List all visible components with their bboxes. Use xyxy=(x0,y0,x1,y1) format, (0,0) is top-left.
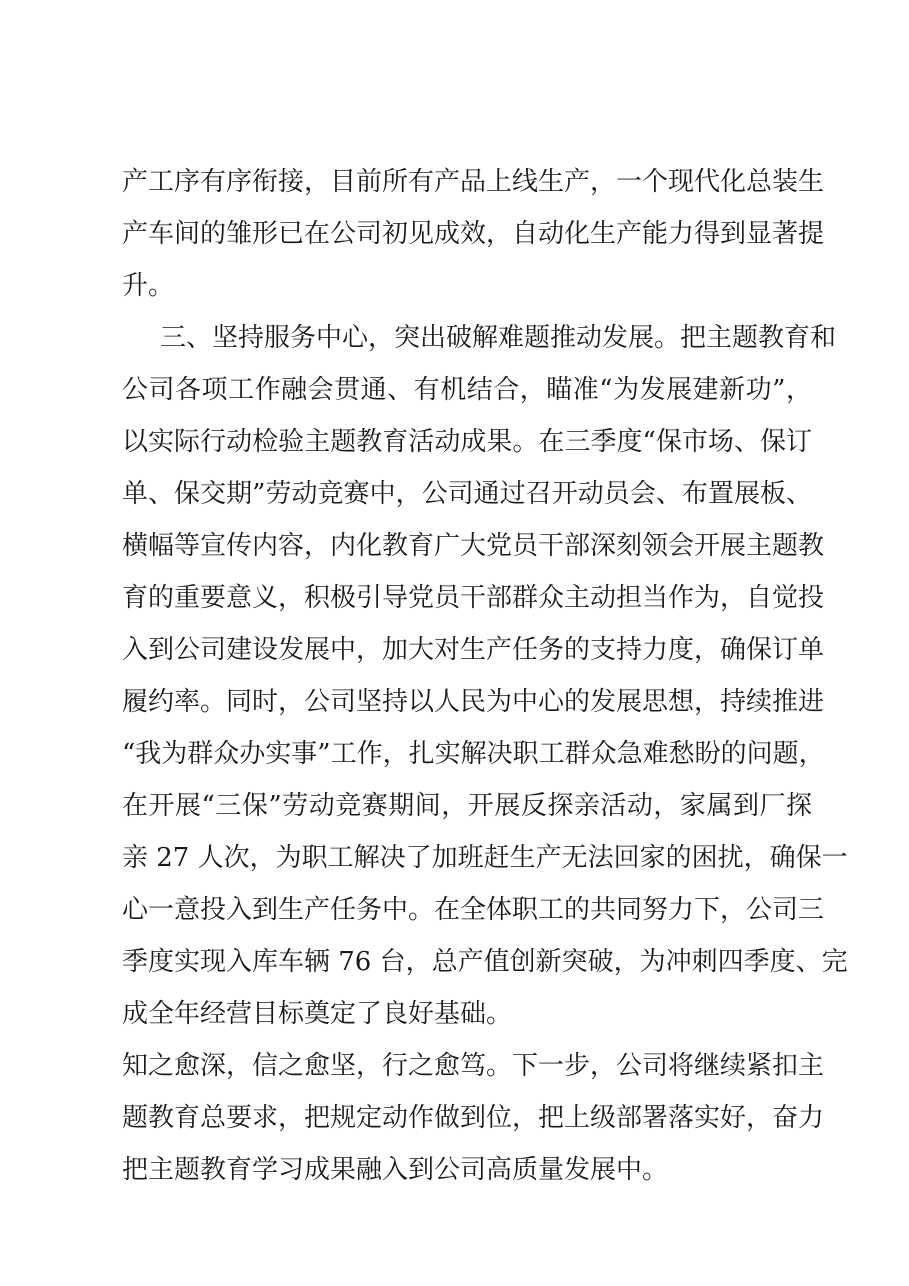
text-line: 产车间的雏形已在公司初见成效，自动化生产能力得到显著提 xyxy=(122,219,825,249)
text-line: 横幅等宣传内容，内化教育广大党员干部深刻领会开展主题教 xyxy=(122,531,825,561)
text-line: 入到公司建设发展中，加大对生产任务的支持力度，确保订单 xyxy=(122,635,825,665)
text-line: 成全年经营目标奠定了良好基础。 xyxy=(122,999,513,1029)
text-line: 产工序有序衔接，目前所有产品上线生产，一个现代化总装生 xyxy=(122,167,825,197)
text-line: 题教育总要求，把规定动作做到位，把上级部署落实好，奋力 xyxy=(122,1103,825,1133)
text-line: 亲 27 人次，为职工解决了加班赶生产无法回家的困扰，确保一 xyxy=(122,843,848,873)
text-line: 育的重要意义，积极引导党员干部群众主动担当作为，自觉投 xyxy=(122,583,825,613)
text-line: 以实际行动检验主题教育活动成果。在三季度“保市场、保订 xyxy=(122,427,812,457)
text-line: 心一意投入到生产任务中。在全体职工的共同努力下，公司三 xyxy=(122,895,825,925)
text-line: 季度实现入库车辆 76 台，总产值创新突破，为冲刺四季度、完 xyxy=(122,947,848,977)
text-line: 三、坚持服务中心，突出破解难题推动发展。把主题教育和 xyxy=(160,323,837,353)
text-line: 升。 xyxy=(122,271,175,301)
text-line: 履约率。同时，公司坚持以人民为中心的发展思想，持续推进 xyxy=(122,687,825,717)
text-line: “我为群众办实事”工作，扎实解决职工群众急难愁盼的问题， xyxy=(122,739,825,769)
text-line: 把主题教育学习成果融入到公司高质量发展中。 xyxy=(122,1155,669,1185)
text-line: 单、保交期”劳动竞赛中，公司通过召开动员会、布置展板、 xyxy=(122,479,812,509)
text-line: 在开展“三保”劳动竞赛期间，开展反探亲活动，家属到厂探 xyxy=(122,791,812,821)
text-line: 公司各项工作融会贯通、有机结合，瞄准“为发展建新功”， xyxy=(122,375,812,405)
text-line: 知之愈深，信之愈坚，行之愈笃。下一步，公司将继续紧扣主 xyxy=(122,1051,825,1081)
